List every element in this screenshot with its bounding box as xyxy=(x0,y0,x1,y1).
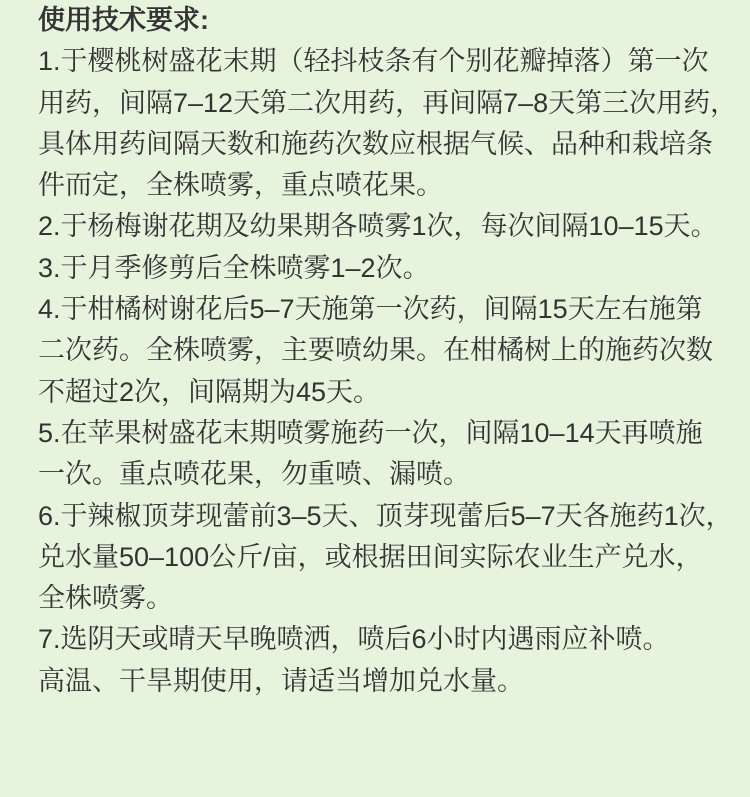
instruction-item-4 xyxy=(38,289,742,413)
instruction-line: 二次药。全株喷雾，主要喷幼果。在柑橘树上的施药次数 xyxy=(38,335,713,366)
instruction-line: 7.选阴天或晴天早晚喷洒，喷后6小时内遇雨应补喷。 xyxy=(38,624,670,655)
instruction-line: 兑水量50–100公斤/亩，或根据田间实际农业生产兑水， xyxy=(38,541,703,572)
instruction-line: 不超过2次，间隔期为45天。 xyxy=(38,376,381,407)
instruction-line: 件而定，全株喷雾，重点喷花果。 xyxy=(38,170,443,201)
instruction-line: 3.于月季修剪后全株喷雾1–2次。 xyxy=(38,252,430,283)
closing-note: 高温、干旱期使用，请适当增加兑水量。 xyxy=(38,665,524,696)
instruction-line: 具体用药间隔天数和施药次数应根据气候、品种和栽培条 xyxy=(38,128,713,159)
instruction-line: 4.于柑橘树谢花后5–7天施第一次药，间隔15天左右施第 xyxy=(38,294,703,325)
instruction-line: 全株喷雾。 xyxy=(38,583,173,614)
instruction-item-7 xyxy=(38,619,742,660)
instruction-line: 5.在苹果树盛花末期喷雾施药一次，间隔10–14天再喷施 xyxy=(38,417,703,448)
instruction-line: 6.于辣椒顶芽现蕾前3–5天、顶芽现蕾后5–7天各施药1次， xyxy=(38,500,733,531)
instruction-line: 2.于杨梅谢花期及幼果期各喷雾1次，每次间隔10–15天。 xyxy=(38,211,718,242)
instruction-item-2 xyxy=(38,206,742,247)
instruction-line: 1.于樱桃树盛花末期（轻抖枝条有个别花瓣掉落）第一次 xyxy=(38,46,709,77)
instruction-item-3 xyxy=(38,248,742,289)
instruction-item-5 xyxy=(38,413,742,496)
instruction-item-1 xyxy=(38,41,742,206)
section-title: 使用技术要求: xyxy=(38,5,209,35)
instruction-line: 用药，间隔7–12天第二次用药，再间隔7–8天第三次用药， xyxy=(38,87,738,118)
instruction-item-6 xyxy=(38,496,742,620)
instruction-line: 一次。重点喷花果，勿重喷、漏喷。 xyxy=(38,459,470,490)
